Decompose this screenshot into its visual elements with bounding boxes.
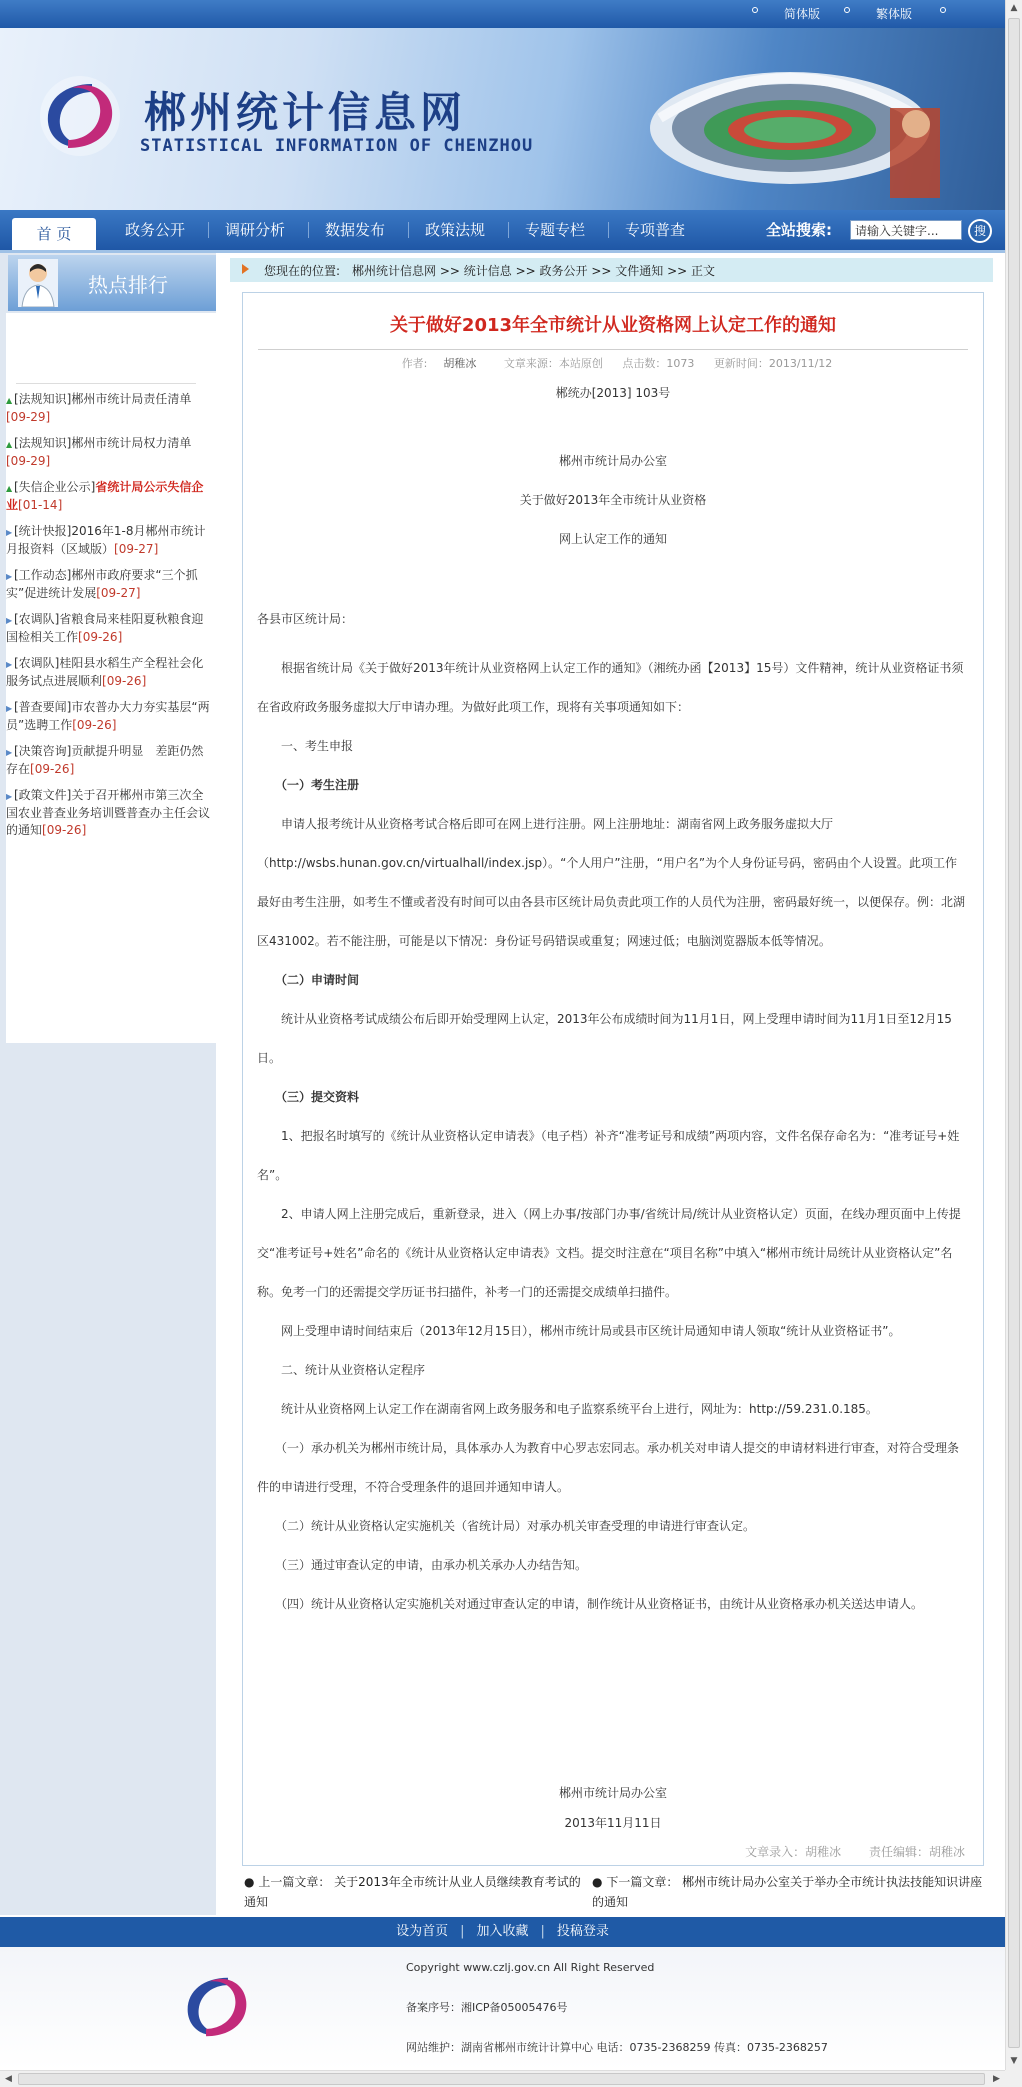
list-item[interactable] <box>6 611 214 646</box>
editor: 责任编辑：胡稚冰 <box>868 1845 965 1859</box>
prev-label: 上一篇文章： <box>258 1875 331 1889</box>
scroll-right-icon[interactable]: ▶ <box>993 2074 1000 2084</box>
separator: | <box>540 1924 545 1939</box>
hot-item-link[interactable]: [统计快报]2016年1-8月郴州市统计月报资料（区域版） <box>6 524 206 556</box>
person-icon <box>18 259 58 307</box>
hot-item-link[interactable]: [法规知识]郴州市统计局责任清单 <box>14 392 192 406</box>
bullet-icon <box>844 7 850 13</box>
search-button[interactable]: 搜 <box>968 219 992 243</box>
bullet-icon: ● <box>592 1875 603 1889</box>
nav-research[interactable]: 调研分析 <box>224 221 285 239</box>
list-item[interactable] <box>6 655 214 690</box>
hot-item-highlight[interactable]: 省统计局公示失信企业 <box>6 480 204 512</box>
paragraph: 统计从业资格网上认定工作在湖南省网上政务服务和电子监察系统平台上进行，网址为：http://59.231.0.185。 <box>257 1402 878 1416</box>
list-item[interactable] <box>6 391 214 426</box>
top-bar <box>0 0 1005 28</box>
paragraph: （三）通过审查认定的申请，由承办机关承办人办结告知。 <box>257 1558 588 1572</box>
signature-date: 2013年11月11日 <box>564 1816 662 1830</box>
nav-gov-affairs[interactable]: 政务公开 <box>124 221 185 239</box>
traditional-link[interactable]: 繁体版 <box>876 7 913 21</box>
article-panel <box>242 292 984 1866</box>
copyright: Copyright www.czlj.gov.cn All Right Reserved <box>406 1961 655 1974</box>
doc-subtitle: 网上认定工作的通知 <box>558 532 667 546</box>
hot-item-date: [09-29] <box>6 454 51 468</box>
prev-article-link[interactable]: 关于2013年全市统计从业人员继续教育考试的通知 <box>244 1875 581 1909</box>
section-heading: （二）申请时间 <box>257 973 360 987</box>
vertical-scrollbar[interactable] <box>1005 0 1022 2070</box>
paragraph: 1、把报名时填写的《统计从业资格认定申请表》（电子档）补齐“准考证号和成绩”两项内容，文件名保存命名为：“准考证号+姓名”。 <box>257 1129 960 1182</box>
paragraph: 2、申请人网上注册完成后，重新登录，进入（网上办事/按部门办事/省统计局/统计从业资格认定）页面，在线办理页面中上传提交“准考证号+姓名”命名的《统计从业资格认定申请表》文档。提交时注意在“项目名称”中填入“郴州市统计局统计从业资格认定”名称。免考一门的还需提交学历证书扫描件，补考一门的还需提交成绩单扫描件。 <box>257 1207 961 1299</box>
paragraph: 根据省统计局《关于做好2013年统计从业资格网上认定工作的通知》（湘统办函【2013】15号）文件精神，统计从业资格证书须在省政府政务服务虚拟大厅申请办理。为做好此项工作，现将有关事项通知如下： <box>257 661 964 714</box>
hot-item-date: [09-26] <box>72 718 117 732</box>
bullet-icon <box>752 7 758 13</box>
site-name-en: STATISTICAL INFORMATION OF CHENZHOU <box>140 136 534 156</box>
hot-item-link[interactable]: [工作动态]郴州市政府要求“三个抓实”促进统计发展 <box>6 568 198 600</box>
next-label: 下一篇文章： <box>606 1875 679 1889</box>
stadium-image <box>640 48 940 198</box>
section-heading: 二、统计从业资格认定程序 <box>257 1363 426 1377</box>
hot-item-date: [09-26] <box>30 762 75 776</box>
hot-item-date: [09-26] <box>78 630 123 644</box>
paragraph: （二）统计从业资格认定实施机关（省统计局）对承办机关审查受理的申请进行审查认定。 <box>257 1519 756 1533</box>
search-input[interactable] <box>850 220 962 240</box>
bullet-icon: ▶ <box>6 660 13 669</box>
nav-separator <box>308 222 309 238</box>
hot-item-date: [09-27] <box>96 586 141 600</box>
hot-ranking-header <box>8 255 216 311</box>
hot-item-link[interactable]: [农调队]省粮食局来桂阳夏秋粮食迎国检相关工作 <box>6 612 204 644</box>
hot-item-date: [09-26] <box>42 823 87 837</box>
salutation: 各县市区统计局： <box>257 612 354 626</box>
section-heading: （三）提交资料 <box>257 1090 360 1104</box>
bullet-icon <box>940 7 946 13</box>
hot-item-link[interactable]: [失信企业公示] <box>14 480 96 494</box>
submit-login-link[interactable]: 投稿登录 <box>556 1924 609 1939</box>
hit-count: 点击数：1073 <box>622 357 695 370</box>
icp-number: 备案序号：湘ICP备05005476号 <box>406 2001 568 2014</box>
bullet-icon: ▶ <box>6 704 13 713</box>
site-logo <box>34 70 126 162</box>
nav-policy[interactable]: 政策法规 <box>424 221 485 239</box>
arrow-right-icon <box>242 264 249 274</box>
horizontal-scrollbar[interactable] <box>0 2070 1005 2087</box>
add-favorite-link[interactable]: 加入收藏 <box>476 1924 529 1939</box>
breadcrumb <box>230 258 993 282</box>
bullet-icon: ▲ <box>6 396 13 405</box>
nav-separator <box>508 222 509 238</box>
scroll-thumb[interactable] <box>1008 18 1020 2048</box>
hot-item-date: [09-26] <box>102 674 147 688</box>
article-title: 关于做好2013年全市统计从业资格网上认定工作的通知 <box>389 315 837 336</box>
separator: | <box>460 1924 465 1939</box>
hot-item-link[interactable]: [法规知识]郴州市统计局权力清单 <box>14 436 192 450</box>
paragraph: （四）统计从业资格认定实施机关对通过审查认定的申请，制作统计从业资格证书，由统计从业资格承办机关送达申请人。 <box>257 1597 924 1611</box>
paragraph: （一）承办机关为郴州市统计局，具体承办人为教育中心罗志宏同志。承办机关对申请人提交的申请材料进行审查，对符合受理条件的申请进行受理，不符合受理条件的退回并通知申请人。 <box>257 1441 960 1494</box>
next-article <box>592 1872 984 1912</box>
issuer: 郴州市统计局办公室 <box>558 454 667 468</box>
site-banner <box>0 28 1005 210</box>
bullet-icon: ▶ <box>6 792 13 801</box>
bullet-icon: ▶ <box>6 572 13 581</box>
hot-item-date: [09-29] <box>6 410 51 424</box>
scroll-down-icon[interactable]: ▼ <box>1010 2056 1018 2066</box>
nav-separator <box>408 222 409 238</box>
bullet-icon: ▶ <box>6 528 13 537</box>
hot-item-date: [01-14] <box>18 498 63 512</box>
bullet-icon: ▶ <box>6 748 13 757</box>
author: 胡稚冰 <box>443 357 477 370</box>
hot-item-link[interactable]: [决策咨询]贡献提升明显 差距仍然存在 <box>6 744 204 776</box>
hot-item-date: [09-27] <box>114 542 159 556</box>
footer-links <box>0 1917 1005 1947</box>
article-source: 文章来源：本站原创 <box>503 357 603 370</box>
article-footer-meta <box>721 1843 965 1860</box>
hot-item-link[interactable]: [农调队]桂阳县水稻生产全程社会化服务试点进展顺利 <box>6 656 204 688</box>
main-nav <box>0 210 1005 253</box>
divider <box>16 383 196 384</box>
hot-item-link[interactable]: [政策文件]关于召开郴州市第三次全国农业普查业务培训暨普查办主任会议的通知 <box>6 788 211 837</box>
list-item[interactable] <box>6 787 214 839</box>
bullet-icon: ● <box>244 1875 255 1889</box>
breadcrumb-text[interactable]: 您现在的位置: 郴州统计信息网 >> 统计信息 >> 政务公开 >> 文件通知 >> 正文 <box>264 264 715 278</box>
simplified-link[interactable]: 简体版 <box>784 7 821 21</box>
scroll-left-icon[interactable]: ◀ <box>5 2074 12 2084</box>
prev-next-nav <box>244 1872 984 1912</box>
signature: 郴州市统计局办公室 <box>558 1786 667 1800</box>
nav-home[interactable]: 首 页 <box>12 218 96 250</box>
paragraph: 申请人报考统计从业资格考试合格后即可在网上进行注册。网上注册地址：湖南省网上政务服务虚拟大厅（http://wsbs.hunan.gov.cn/virtualhall/index.jsp）。“个人用户”注册，“用户名”为个人身份证号码，密码由个人设置。此项工作最好由考生注册，如考生不懂或者没有时间可以由各县市区统计局负责此项工作的人员代为注册，密码最好统一，以便保存。例：北湖区431002。若不能注册，可能是以下情况：身份证号码错误或重复；网速过低；电脑浏览器版本低等情况。 <box>257 817 966 948</box>
scroll-up-icon[interactable]: ▲ <box>1010 3 1018 13</box>
entered-by: 文章录入：胡稚冰 <box>745 1845 842 1859</box>
next-article-link[interactable]: 郴州市统计局办公室关于举办全市统计执法技能知识讲座的通知 <box>592 1875 983 1909</box>
list-item[interactable] <box>6 479 214 514</box>
footer-logo <box>175 1965 259 2049</box>
hot-item-link[interactable]: [普查要闻]市农普办大力夯实基层“两员”选聘工作 <box>6 700 210 732</box>
section-heading: 一、考生申报 <box>257 739 354 753</box>
list-item[interactable] <box>6 435 214 470</box>
nav-separator <box>208 222 209 238</box>
bullet-icon: ▲ <box>6 440 13 449</box>
nav-separator <box>608 222 609 238</box>
scroll-thumb[interactable] <box>18 2073 985 2085</box>
prev-article <box>244 1872 584 1912</box>
nav-census[interactable]: 专项普查 <box>624 221 685 239</box>
hot-ranking-title: 热点排行 <box>88 273 168 297</box>
footer <box>0 1947 1005 2070</box>
list-item[interactable] <box>6 567 214 602</box>
paragraph: 网上受理申请时间结束后（2013年12月15日），郴州市统计局或县市区统计局通知申请人领取“统计从业资格证书”。 <box>257 1324 901 1338</box>
search-label: 全站搜索: <box>766 221 832 239</box>
hot-ranking-list <box>6 313 216 1043</box>
bullet-icon: ▲ <box>6 484 13 493</box>
site-name: 郴州统计信息网 <box>144 88 467 137</box>
doc-number: 郴统办[2013] 103号 <box>555 386 671 400</box>
list-item[interactable] <box>6 523 214 558</box>
list-item[interactable] <box>6 743 214 778</box>
bullet-icon: ▶ <box>6 616 13 625</box>
list-item[interactable] <box>6 699 214 734</box>
section-heading: （一）考生注册 <box>257 778 360 792</box>
doc-subtitle: 关于做好2013年全市统计从业资格 <box>519 493 707 507</box>
left-sidebar <box>0 253 216 1915</box>
nav-topics[interactable]: 专题专栏 <box>524 221 585 239</box>
updated-time: 更新时间：2013/11/12 <box>713 357 833 370</box>
nav-data-release[interactable]: 数据发布 <box>324 221 385 239</box>
set-homepage-link[interactable]: 设为首页 <box>396 1924 449 1939</box>
paragraph: 统计从业资格考试成绩公布后即开始受理网上认定，2013年公布成绩时间为11月1日，网上受理申请时间为11月1日至12月15日。 <box>257 1012 952 1065</box>
article-meta <box>243 355 983 371</box>
divider <box>258 349 968 350</box>
scroll-corner <box>1005 2070 1022 2087</box>
maintainer: 网站维护：湖南省郴州市统计计算中心 电话：0735-2368259 传真：0735-2368257 <box>406 2041 828 2054</box>
author-label: 作者: <box>401 357 428 370</box>
